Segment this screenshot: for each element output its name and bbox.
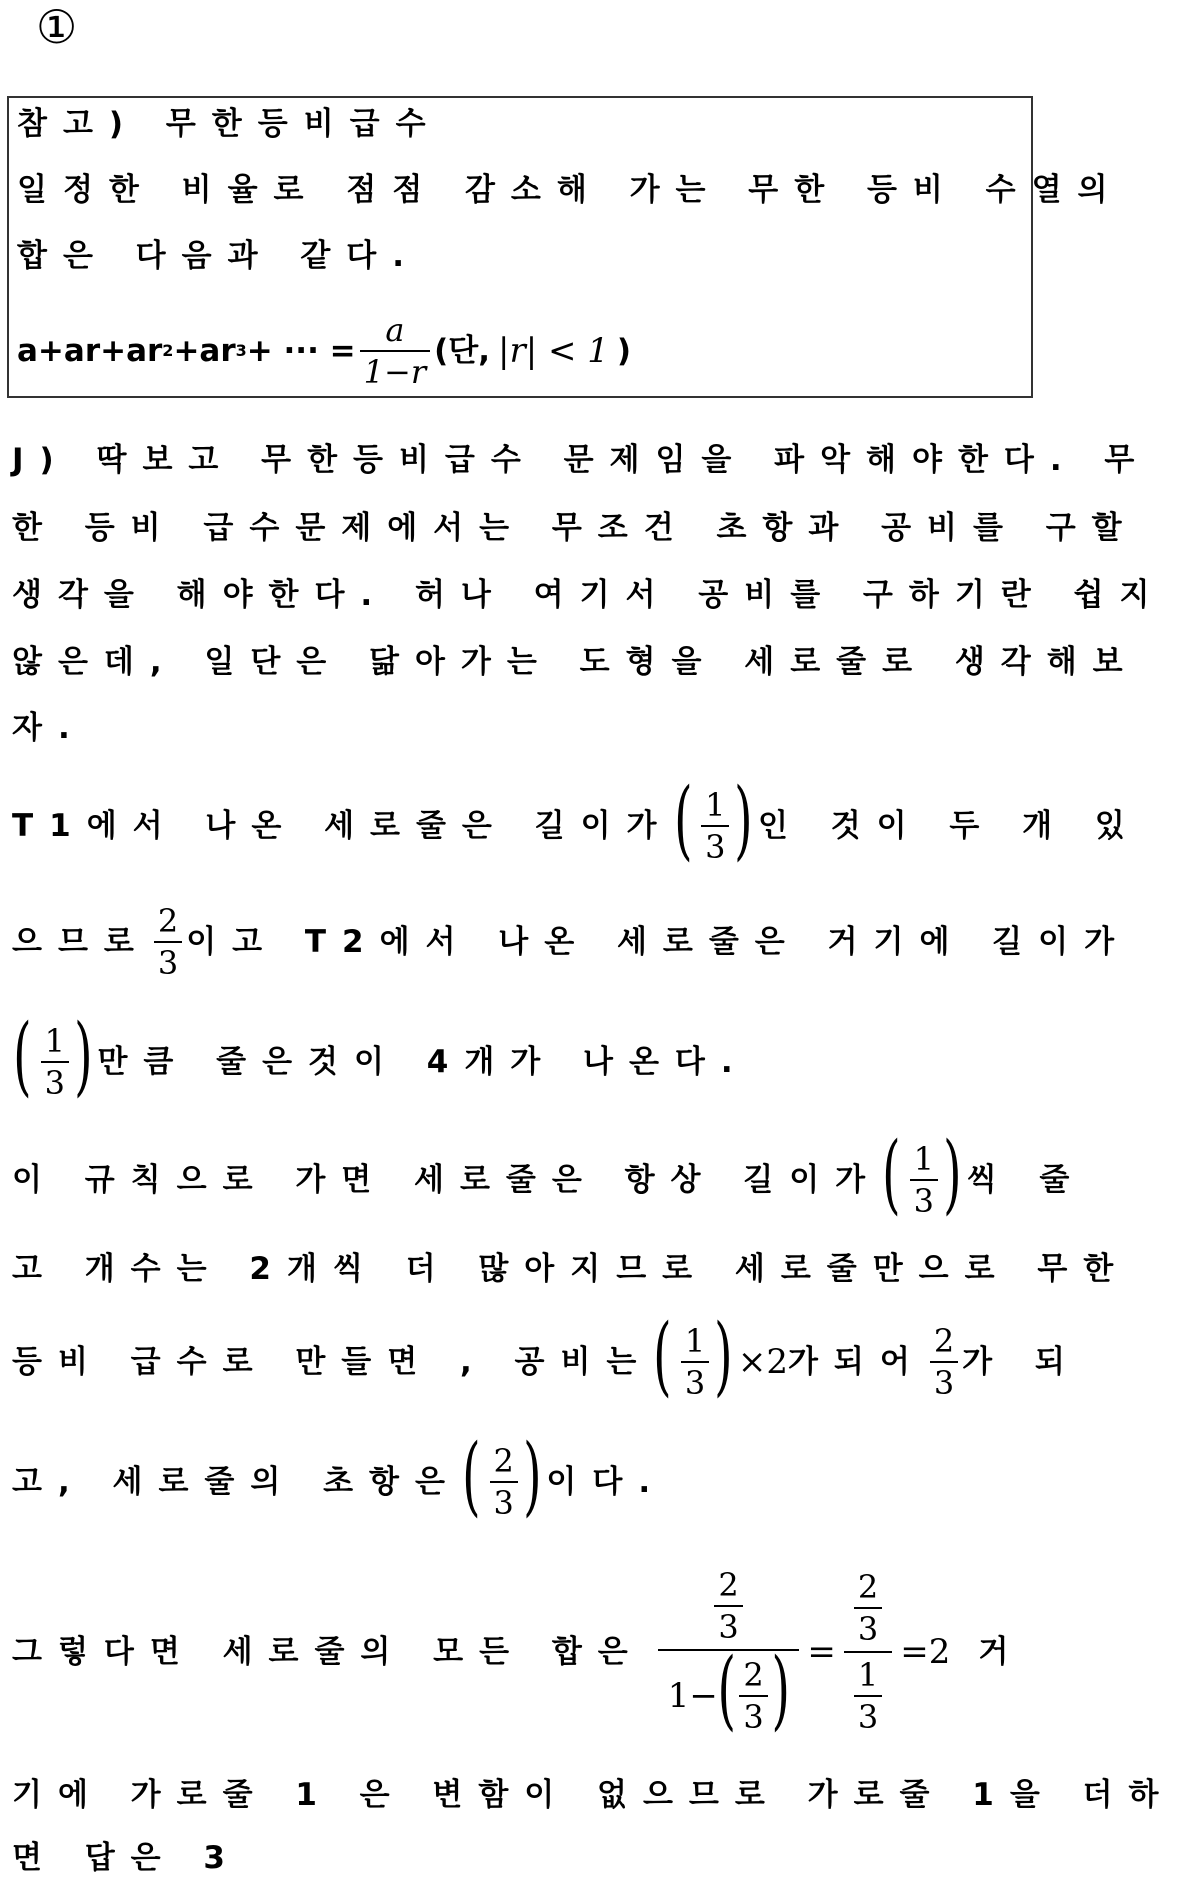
para2-text-b1: 으므로: [12, 924, 150, 960]
para3-line-2: 고 개수는 2개씩 더 많아지므로 세로줄만으로 무한: [12, 1251, 1130, 1287]
formula-sup-3: 3: [235, 341, 247, 360]
reference-box: [7, 96, 1124, 398]
para4-line-1: [12, 1552, 1024, 1752]
reference-title: 참고) 무한등비급수: [17, 106, 442, 142]
condition-open: (단,: [434, 333, 490, 369]
formula-sup-2: 2: [162, 341, 174, 360]
para2-line-1: [12, 770, 1141, 876]
paren-frac-1-3: ( $\frac{1}{3}$ ): [13, 1006, 97, 1106]
condition-math: |r| < 1: [498, 331, 609, 371]
para3-text-a1: 이 규칙으로 가면 세로줄은 항상 길이가: [12, 1162, 882, 1198]
frac-2-3: $\frac{2}{3}$: [154, 901, 182, 983]
para4-line-2: 기에 가로줄 1 은 변함이 없으므로 가로줄 1을 더하: [12, 1777, 1175, 1813]
para3-line-3: [12, 1306, 1081, 1412]
paren-frac-1-3: ( $\frac{1}{3}$ ): [882, 1124, 966, 1224]
paren-frac-1-3: ( $\frac{1}{3}$ ): [653, 1306, 737, 1406]
sum-fraction-numerator: $\frac{2}{3}$: [704, 1563, 752, 1649]
paren-frac-2-3: ( $\frac{2}{3}$ ): [462, 1426, 546, 1526]
times-two: ×2: [737, 1342, 788, 1382]
formula-fraction: [360, 310, 430, 392]
sum-fraction-denominator: 1− ( $\frac{2}{3}$ ): [658, 1649, 800, 1741]
reference-line-1: 일정한 비율로 점점 감소해 가는 무한 등비 수열의: [17, 172, 1124, 208]
reference-formula: [17, 310, 631, 392]
para2-text-b2: 이고 T2에서 나온 세로줄은 거기에 길이가: [186, 924, 1131, 960]
para4-text-a2: 거: [978, 1634, 1025, 1670]
para4-text-a1: 그렇다면 세로줄의 모든 합은: [12, 1634, 644, 1670]
formula-lhs-a: a+ar+ar: [17, 333, 163, 369]
condition-close: ): [616, 333, 632, 369]
formula-numerator: a: [385, 311, 405, 349]
para1-line-3: 생각을 해야한다. 허나 여기서 공비를 구하기란 쉽지: [12, 577, 1166, 613]
formula-lhs-c: + ··· =: [246, 333, 356, 369]
frac-2-3: $\frac{2}{3}$: [930, 1321, 958, 1403]
para1-line-2: 한 등비 급수문제에서는 무조건 초항과 공비를 구할: [12, 510, 1138, 546]
sum-fraction: [658, 1563, 800, 1741]
formula-denominator: 1−r: [360, 350, 430, 392]
para2-line-2: [12, 892, 1130, 992]
para3-text-c1: 등비 급수로 만들면 , 공비는: [12, 1344, 653, 1380]
para3-text-c2: 가되어: [787, 1344, 926, 1380]
equals-1: =: [807, 1632, 836, 1672]
para2-text-a1: T1에서 나온 세로줄은 길이가: [12, 808, 673, 844]
simplified-fraction: $\frac{\frac{2}{3}}{\frac{1}{3}}$: [844, 1565, 892, 1739]
para2-text-a2: 인 것이 두 개 있: [757, 808, 1141, 844]
para3-line-4: [12, 1426, 667, 1532]
para3-text-d1: 고, 세로줄의 초항은: [12, 1464, 461, 1500]
paren-frac-1-3: ( $\frac{1}{3}$ ): [673, 770, 757, 870]
para2-line-3: [12, 1006, 749, 1112]
reference-line-2: 합은 다음과 같다.: [17, 238, 420, 274]
para4-line-3: 면 답은 3: [12, 1840, 241, 1876]
para1-line-1: J) 딱보고 무한등비급수 문제임을 파악해야한다. 무: [12, 442, 1151, 478]
para1-line-4: 않은데, 일단은 닮아가는 도형을 세로줄로 생각해보: [12, 644, 1139, 680]
para3-text-c3: 가 되: [962, 1344, 1081, 1380]
formula-lhs-b: +ar: [173, 333, 236, 369]
para3-text-d2: 이다.: [546, 1464, 667, 1500]
para2-text-c1: 만큼 줄은것이 4개가 나온다.: [97, 1044, 749, 1080]
para1-line-5: 자.: [12, 710, 86, 746]
para3-text-a2: 씩 줄: [966, 1162, 1086, 1198]
answer-mark: ①: [36, 0, 78, 54]
para3-line-1: [12, 1124, 1086, 1230]
equals-two: =2: [900, 1632, 951, 1672]
